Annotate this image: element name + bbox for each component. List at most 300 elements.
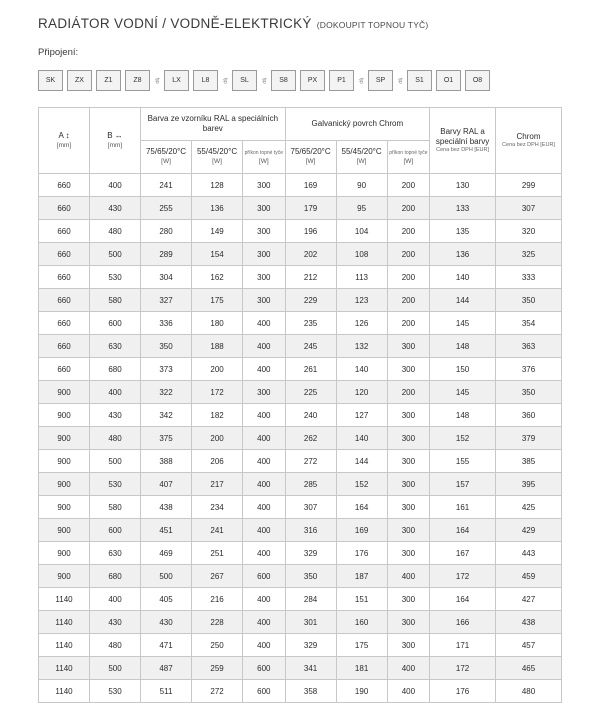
table-cell: 108 [336,243,387,266]
header-ral-temp2-label: 55/45/20°C [196,147,238,157]
table-cell: 354 [496,312,562,335]
table-cell: 600 [243,657,286,680]
table-cell: 300 [387,473,430,496]
table-row [39,634,562,657]
table-cell: 400 [243,473,286,496]
table-cell: 172 [430,565,496,588]
specification-table [38,107,562,703]
table-cell: 300 [387,634,430,657]
table-cell: 241 [192,519,243,542]
table-cell: 375 [141,427,192,450]
table-cell: 900 [39,427,90,450]
table-cell: 161 [430,496,496,519]
table-cell: 480 [90,634,141,657]
table-cell: 500 [90,450,141,473]
table-cell: 150 [430,358,496,381]
table-cell: 480 [90,427,141,450]
table-cell: 329 [285,542,336,565]
table-cell: 300 [387,450,430,473]
chip-separator-icon-3 [261,70,267,91]
table-cell: 166 [430,611,496,634]
connection-label: Připojení: [38,47,79,58]
table-row [39,680,562,703]
table-cell: 300 [243,174,286,197]
header-a [39,108,90,174]
table-cell: 267 [192,565,243,588]
table-cell: 900 [39,565,90,588]
table-cell: 251 [192,542,243,565]
table-cell: 179 [285,197,336,220]
header-ral-power-unit: [W] [258,158,269,166]
table-cell: 379 [496,427,562,450]
table-cell: 164 [430,519,496,542]
table-cell: 500 [141,565,192,588]
table-cell: 284 [285,588,336,611]
table-cell: 530 [90,473,141,496]
header-chrom-temp2 [336,141,387,174]
table-cell: 200 [387,220,430,243]
table-row [39,404,562,427]
table-cell: 200 [387,174,430,197]
table-cell: 350 [496,381,562,404]
table-cell: 425 [496,496,562,519]
table-cell: 660 [39,243,90,266]
header-b-label: B ↔ [107,130,123,140]
table-cell: 630 [90,542,141,565]
header-price-chrom [496,108,562,174]
chip-lx[interactable]: LX [164,70,189,91]
table-cell: 500 [90,657,141,680]
table-cell: 400 [243,312,286,335]
header-b-unit: [mm] [107,141,123,149]
table-cell: 225 [285,381,336,404]
header-ral-power-label: příkon topné tyče [244,150,283,157]
table-cell: 154 [192,243,243,266]
table-cell: 272 [192,680,243,703]
table-cell: 376 [496,358,562,381]
table-cell: 300 [387,519,430,542]
table-cell: 300 [243,289,286,312]
header-ral-power [243,141,286,174]
header-chrom-power [387,141,430,174]
header-b [90,108,141,174]
table-cell: 200 [387,243,430,266]
table-row [39,588,562,611]
table-cell: 162 [192,266,243,289]
header-chrom-temp2-label: 55/45/20°C [341,147,382,157]
table-cell: 95 [336,197,387,220]
table-cell: 113 [336,266,387,289]
header-ral-temp2 [192,141,243,174]
table-cell: 175 [192,289,243,312]
table-cell: 200 [192,358,243,381]
table-cell: 151 [336,588,387,611]
table-cell: 285 [285,473,336,496]
table-row [39,565,562,588]
table-cell: 427 [496,588,562,611]
table-cell: 400 [243,542,286,565]
table-cell: 145 [430,312,496,335]
table-row [39,473,562,496]
chip-separator-icon-4 [358,70,364,91]
chip-separator-text-4: typ [358,77,364,84]
table-cell: 430 [90,611,141,634]
table-row [39,197,562,220]
table-cell: 240 [285,404,336,427]
table-cell: 175 [336,634,387,657]
table-cell: 300 [387,542,430,565]
table-cell: 430 [90,197,141,220]
table-cell: 148 [430,335,496,358]
table-cell: 164 [430,588,496,611]
table-cell: 307 [496,197,562,220]
table-cell: 148 [430,404,496,427]
table-cell: 235 [285,312,336,335]
table-cell: 262 [285,427,336,450]
table-cell: 149 [192,220,243,243]
table-cell: 900 [39,450,90,473]
table-cell: 329 [285,634,336,657]
table-cell: 360 [496,404,562,427]
table-cell: 438 [496,611,562,634]
table-cell: 322 [141,381,192,404]
table-cell: 300 [387,358,430,381]
table-cell: 400 [243,450,286,473]
table-cell: 900 [39,496,90,519]
table-cell: 245 [285,335,336,358]
table-cell: 140 [336,427,387,450]
title-main: RADIÁTOR VODNÍ / VODNĚ-ELEKTRICKÝ [38,16,312,31]
table-cell: 350 [141,335,192,358]
table-cell: 136 [192,197,243,220]
table-cell: 900 [39,381,90,404]
table-cell: 200 [387,266,430,289]
table-cell: 580 [90,496,141,519]
table-cell: 660 [39,174,90,197]
chip-separator-icon-2 [222,70,228,91]
table-row [39,174,562,197]
table-cell: 325 [496,243,562,266]
table-cell: 660 [39,312,90,335]
table-cell: 900 [39,542,90,565]
header-chrom-power-label: příkon topné tyče [389,150,428,157]
table-cell: 152 [336,473,387,496]
table-cell: 363 [496,335,562,358]
table-cell: 407 [141,473,192,496]
chip-separator-icon-5 [397,70,403,91]
header-a-label: A ↕ [58,130,70,140]
table-cell: 164 [336,496,387,519]
table-cell: 300 [243,266,286,289]
table-cell: 438 [141,496,192,519]
table-cell: 300 [243,381,286,404]
table-cell: 212 [285,266,336,289]
table-cell: 600 [243,680,286,703]
chip-zx[interactable]: ZX [67,70,92,91]
table-cell: 341 [285,657,336,680]
chip-s1[interactable]: S1 [407,70,432,91]
table-cell: 327 [141,289,192,312]
table-cell: 304 [141,266,192,289]
table-cell: 316 [285,519,336,542]
table-cell: 1140 [39,611,90,634]
table-cell: 104 [336,220,387,243]
table-cell: 680 [90,358,141,381]
chip-sp[interactable]: SP [368,70,393,91]
table-cell: 400 [387,680,430,703]
table-cell: 140 [336,358,387,381]
table-cell: 400 [243,358,286,381]
chip-separator-text-2: typ [222,77,228,84]
chip-px[interactable]: PX [300,70,325,91]
table-cell: 1140 [39,634,90,657]
table-cell: 373 [141,358,192,381]
table-cell: 144 [430,289,496,312]
table-cell: 123 [336,289,387,312]
table-row [39,657,562,680]
table-row [39,289,562,312]
table-cell: 126 [336,312,387,335]
table-cell: 181 [336,657,387,680]
table-cell: 145 [430,381,496,404]
table-cell: 530 [90,680,141,703]
table-cell: 228 [192,611,243,634]
chip-z1[interactable]: Z1 [96,70,121,91]
chip-p1[interactable]: P1 [329,70,354,91]
header-chrom-temp1-label: 75/65/20°C [290,147,331,157]
table-cell: 358 [285,680,336,703]
table-cell: 172 [192,381,243,404]
table-cell: 385 [496,450,562,473]
table-cell: 171 [430,634,496,657]
table-cell: 465 [496,657,562,680]
header-group-ral: Barva ze vzorníku RAL a speciálních barev [141,108,286,141]
table-cell: 216 [192,588,243,611]
table-cell: 130 [430,174,496,197]
chip-l8[interactable]: L8 [193,70,218,91]
table-cell: 234 [192,496,243,519]
table-cell: 255 [141,197,192,220]
table-cell: 660 [39,220,90,243]
table-row [39,312,562,335]
table-row [39,496,562,519]
table-cell: 471 [141,634,192,657]
table-cell: 1140 [39,588,90,611]
title-subtitle: (DOKOUPIT TOPNOU TYČ) [316,20,429,30]
table-cell: 388 [141,450,192,473]
table-row [39,519,562,542]
chip-o8[interactable]: O8 [465,70,490,91]
table-cell: 136 [430,243,496,266]
table-cell: 169 [336,519,387,542]
header-ral-temp1-label: 75/65/20°C [145,147,187,157]
table-cell: 182 [192,404,243,427]
table-cell: 469 [141,542,192,565]
table-cell: 320 [496,220,562,243]
table-cell: 127 [336,404,387,427]
chip-sk[interactable]: SK [38,70,63,91]
chip-separator-text-5: typ [397,77,403,84]
table-cell: 333 [496,266,562,289]
header-chrom-temp2-unit: [W] [356,158,367,166]
table-cell: 600 [243,565,286,588]
table-cell: 169 [285,174,336,197]
header-ral-temp1-unit: [W] [161,158,171,166]
table-cell: 280 [141,220,192,243]
chip-separator-icon [154,70,160,91]
table-cell: 200 [387,197,430,220]
table-cell: 188 [192,335,243,358]
table-row [39,450,562,473]
chip-separator-text: typ [154,77,160,84]
chip-s8[interactable]: S8 [271,70,296,91]
table-cell: 660 [39,358,90,381]
table-cell: 200 [192,427,243,450]
chip-o1[interactable]: O1 [436,70,461,91]
table-cell: 680 [90,565,141,588]
chip-sl[interactable]: SL [232,70,257,91]
table-cell: 300 [387,427,430,450]
table-cell: 400 [90,381,141,404]
table-row [39,542,562,565]
table-cell: 405 [141,588,192,611]
connection-chip-list [38,70,562,91]
table-cell: 900 [39,519,90,542]
table-cell: 135 [430,220,496,243]
table-cell: 157 [430,473,496,496]
table-cell: 400 [243,335,286,358]
table-cell: 176 [336,542,387,565]
table-cell: 300 [387,335,430,358]
header-ral-temp1 [141,141,192,174]
table-cell: 289 [141,243,192,266]
chip-z8[interactable]: Z8 [125,70,150,91]
header-price-ral [430,108,496,174]
table-cell: 600 [90,312,141,335]
table-cell: 144 [336,450,387,473]
table-cell: 900 [39,473,90,496]
table-cell: 480 [496,680,562,703]
table-cell: 167 [430,542,496,565]
table-cell: 261 [285,358,336,381]
header-chrom-temp1 [285,141,336,174]
table-row [39,381,562,404]
table-cell: 350 [285,565,336,588]
table-cell: 443 [496,542,562,565]
table-cell: 400 [387,565,430,588]
table-cell: 400 [90,588,141,611]
table-cell: 90 [336,174,387,197]
table-row [39,427,562,450]
table-cell: 480 [90,220,141,243]
table-cell: 300 [387,588,430,611]
table-cell: 660 [39,197,90,220]
table-cell: 429 [496,519,562,542]
table-cell: 400 [243,404,286,427]
specification-table-body [39,174,562,703]
table-cell: 200 [387,312,430,335]
table-cell: 400 [243,634,286,657]
table-cell: 487 [141,657,192,680]
table-cell: 451 [141,519,192,542]
table-cell: 202 [285,243,336,266]
table-cell: 459 [496,565,562,588]
table-cell: 307 [285,496,336,519]
table-row [39,335,562,358]
table-cell: 152 [430,427,496,450]
table-cell: 400 [243,588,286,611]
table-cell: 160 [336,611,387,634]
table-cell: 120 [336,381,387,404]
table-cell: 350 [496,289,562,312]
table-cell: 190 [336,680,387,703]
table-row [39,220,562,243]
table-row [39,611,562,634]
table-cell: 900 [39,404,90,427]
table-cell: 1140 [39,680,90,703]
table-cell: 660 [39,289,90,312]
table-cell: 200 [387,381,430,404]
table-row [39,266,562,289]
table-cell: 217 [192,473,243,496]
table-cell: 128 [192,174,243,197]
table-cell: 272 [285,450,336,473]
table-cell: 300 [243,197,286,220]
header-price-ral-note: Cena bez DPH [EUR] [436,147,490,154]
table-cell: 511 [141,680,192,703]
page-title [38,16,562,31]
table-cell: 430 [141,611,192,634]
table-cell: 1140 [39,657,90,680]
table-cell: 196 [285,220,336,243]
table-cell: 241 [141,174,192,197]
header-group-chrom: Galvanický povrch Chrom [285,108,430,141]
table-cell: 140 [430,266,496,289]
table-row [39,243,562,266]
table-cell: 530 [90,266,141,289]
table-cell: 176 [430,680,496,703]
table-cell: 229 [285,289,336,312]
table-cell: 300 [387,496,430,519]
table-cell: 400 [243,519,286,542]
header-price-chrom-note: Cena bez DPH [EUR] [502,142,555,149]
table-cell: 300 [387,611,430,634]
table-cell: 400 [90,174,141,197]
table-cell: 500 [90,243,141,266]
table-cell: 600 [90,519,141,542]
table-cell: 172 [430,657,496,680]
table-cell: 300 [387,404,430,427]
table-cell: 155 [430,450,496,473]
table-cell: 300 [243,220,286,243]
table-cell: 187 [336,565,387,588]
table-cell: 299 [496,174,562,197]
header-price-ral-label: Barvy RAL a speciální barvy [435,127,490,147]
header-a-unit: [mm] [56,141,72,149]
table-cell: 630 [90,335,141,358]
table-cell: 250 [192,634,243,657]
table-cell: 336 [141,312,192,335]
table-cell: 400 [243,611,286,634]
header-chrom-temp1-unit: [W] [305,158,316,166]
table-cell: 660 [39,335,90,358]
table-cell: 132 [336,335,387,358]
header-chrom-power-unit: [W] [403,158,414,166]
table-cell: 430 [90,404,141,427]
chip-separator-text-3: typ [261,77,267,84]
table-cell: 200 [387,289,430,312]
table-row [39,358,562,381]
